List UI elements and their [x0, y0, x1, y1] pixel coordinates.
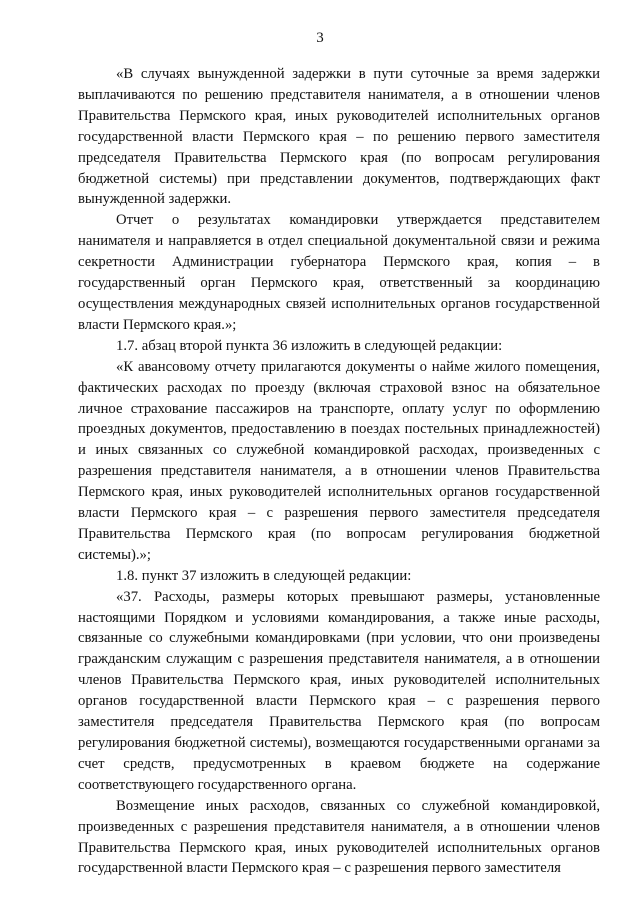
paragraph-trip-report: Отчет о результатах командировки утверждается представителем нанимателя и направляется в отдел специальной документальной связи и режима секретности Администрации губернатора Пермского края, копия – в государственный орган Пермского края, ответственный за координацию осуществления международных связей исполнительных органов государственной власти Пермского края.»;: [78, 212, 600, 333]
paragraph-advance-report: «К авансовому отчету прилагаются документы о найме жилого помещения, фактических расходах по проезду (включая страховой взнос на обязательное личное страхование пассажиров на транспорте, оплату услуг по оформлению проездных документов, предоставлению в поездах постельных принадлежностей) и иных связанных со служебной командировкой расходах, произведенных с разрешения представителя нанимателя, а в отношении членов Правительства Пермского края, иных руководителей исполнительных органов государственной власти Пермского края – с разрешения первого заместителя председателя Правительства Пермского края (по вопросам регулирования бюджетной системы).»;: [78, 358, 600, 563]
page-number: 3: [316, 30, 324, 46]
document-body: [78, 64, 600, 879]
paragraph-amendment-1-8: 1.8. пункт 37 изложить в следующей редакции:: [116, 567, 412, 584]
paragraph-item-37: «37. Расходы, размеры которых превышают размеры, установленные настоящими Порядком и условиями командирования, а также иные расходы, связанные со служебными командировками (при условии, что они произведены гражданским служащим с разрешения представителя нанимателя, а в отношении членов Правительства Пермского края, иных руководителей исполнительных органов государственной власти Пермского края – с разрешения первого заместителя председателя Правительства Пермского края (по вопросам регулирования бюджетной системы), возмещаются государственными органами за счет средств, предусмотренных в краевом бюджете на содержание соответствующего государственного органа.: [78, 588, 600, 793]
paragraph-other-expenses: Возмещение иных расходов, связанных со служебной командировкой, произведенных с разрешения представителя нанимателя, а в отношении членов Правительства Пермского края, иных руководителей исполнительных органов государственной власти Пермского края – с разрешения первого заместителя: [78, 797, 600, 877]
paragraph-amendment-1-7: 1.7. абзац второй пункта 36 изложить в следующей редакции:: [116, 337, 503, 354]
paragraph-delay-allowance: «В случаях вынужденной задержки в пути суточные за время задержки выплачиваются по решению представителя нанимателя, а в отношении членов Правительства Пермского края, иных руководителей исполнительных органов государственной власти Пермского края – по решению первого заместителя председателя Правительства Пермского края (по вопросам регулирования бюджетной системы) при представлении документов, подтверждающих факт вынужденной задержки.: [78, 66, 600, 208]
